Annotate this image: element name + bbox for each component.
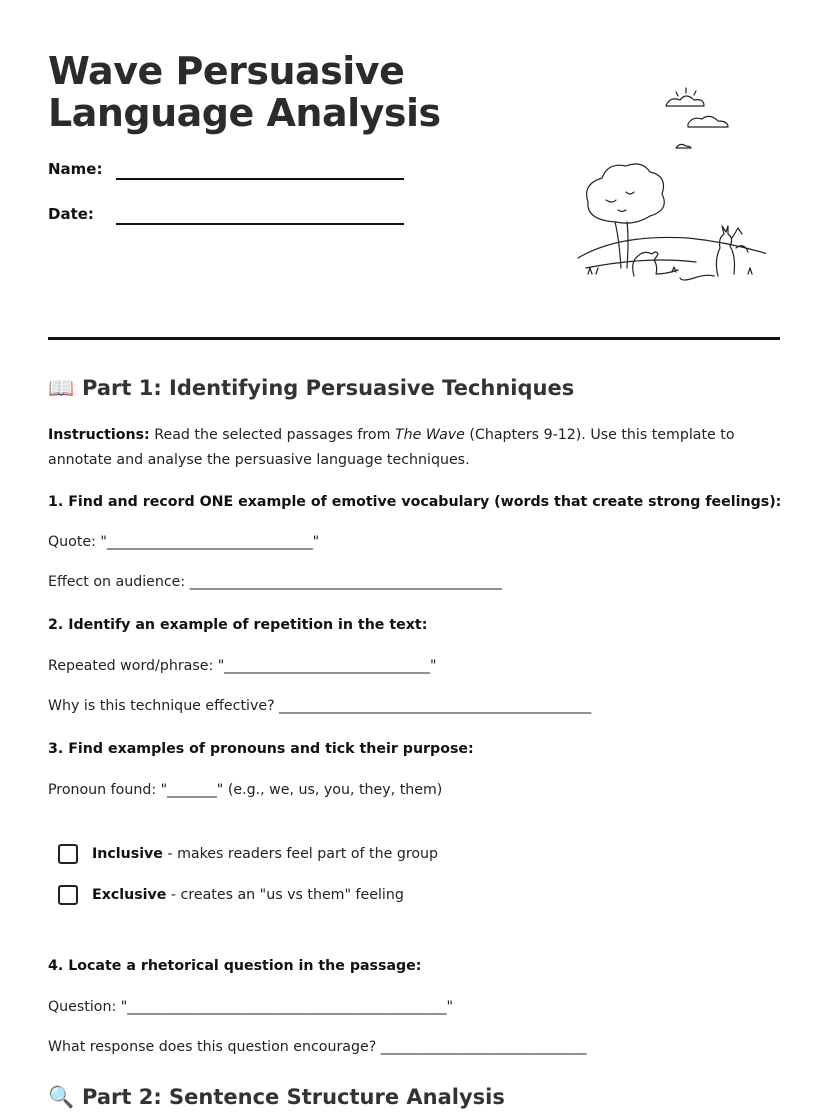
part2-heading xyxy=(48,1085,505,1110)
kangaroo-landscape-illustration xyxy=(526,78,766,288)
book-icon: 📖 xyxy=(48,376,75,400)
question-2-phrase-line[interactable]: Repeated word/phrase: "_____________________________" xyxy=(48,658,437,674)
instructions-lead: Instructions: xyxy=(48,427,150,443)
worksheet-page xyxy=(48,0,780,1118)
tree-icon xyxy=(587,164,665,268)
sun-cloud-icon xyxy=(666,96,704,106)
inclusive-option[interactable] xyxy=(58,844,438,864)
question-3-pronoun-line[interactable]: Pronoun found: "_______" (e.g., we, us, you, they, them) xyxy=(48,782,443,798)
question-1-prompt: 1. Find and record ONE example of emotive vocabulary (words that create strong feelings): xyxy=(48,494,782,510)
part2-heading-text: Part 2: Sentence Structure Analysis xyxy=(82,1085,505,1109)
cloud-icon xyxy=(688,116,728,127)
question-2-prompt: 2. Identify an example of repetition in the text: xyxy=(48,617,428,633)
name-field xyxy=(48,160,116,178)
date-line[interactable] xyxy=(116,223,404,225)
part1-heading xyxy=(48,376,574,401)
exclusive-label: Exclusive xyxy=(92,887,167,903)
instructions-text-rest: (Chapters 9-12). Use this template to annotate and analyse the persuasive language techniques. xyxy=(48,427,735,468)
question-4-prompt: 4. Locate a rhetorical question in the passage: xyxy=(48,958,422,974)
inclusive-desc: - makes readers feel part of the group xyxy=(162,846,439,862)
name-label: Name: xyxy=(48,160,103,178)
small-cloud-icon xyxy=(676,144,691,148)
exclusive-checkbox[interactable] xyxy=(58,885,78,905)
question-1-quote-line[interactable]: Quote: "_____________________________" xyxy=(48,534,320,550)
question-4-question-line[interactable]: Question: "_____________________________________________" xyxy=(48,999,454,1015)
section-divider xyxy=(48,337,780,340)
exclusive-option[interactable] xyxy=(58,885,404,905)
magnifier-icon: 🔍 xyxy=(48,1085,75,1109)
inclusive-label: Inclusive xyxy=(92,846,163,862)
page-title: Wave Persuasive Language Analysis xyxy=(48,49,441,135)
question-4-response-line[interactable]: What response does this question encourage? _____________________________ xyxy=(48,1039,587,1055)
inclusive-checkbox[interactable] xyxy=(58,844,78,864)
book-title: The Wave xyxy=(394,427,465,443)
instructions-text: Read the selected passages from xyxy=(149,427,395,443)
date-field xyxy=(48,205,116,223)
date-label: Date: xyxy=(48,205,94,223)
exclusive-desc: - creates an "us vs them" feeling xyxy=(166,887,404,903)
question-1-effect-line[interactable]: Effect on audience: ____________________________________________ xyxy=(48,574,502,590)
question-3-prompt: 3. Find examples of pronouns and tick their purpose: xyxy=(48,741,474,757)
name-line[interactable] xyxy=(116,178,404,180)
kangaroo-icon xyxy=(680,226,735,280)
instructions xyxy=(48,423,768,473)
kangaroo-icon xyxy=(633,252,678,276)
hill-line xyxy=(578,237,766,258)
question-2-why-line[interactable]: Why is this technique effective? ____________________________________________ xyxy=(48,698,592,714)
part1-heading-text: Part 1: Identifying Persuasive Techniques xyxy=(82,376,575,400)
